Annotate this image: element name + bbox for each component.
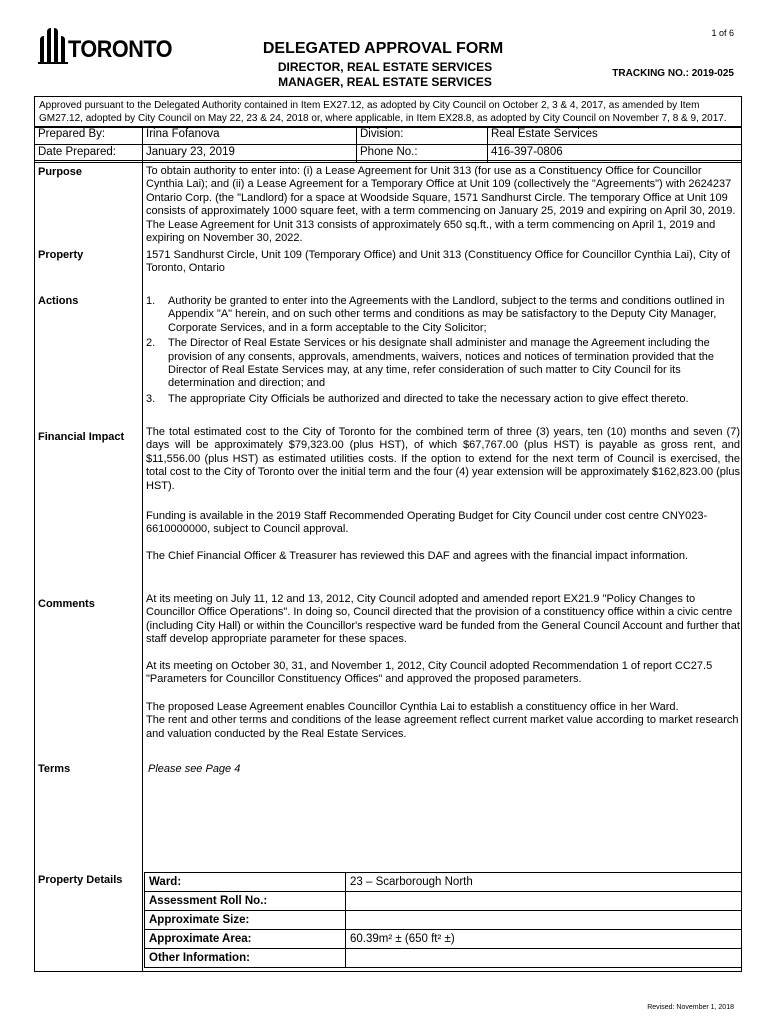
property-label: Property xyxy=(38,249,84,261)
actions-list xyxy=(146,295,740,408)
table-row: Ward: 23 – Scarborough North xyxy=(145,873,742,892)
action-item: 1. Authority be granted to enter into the Agreements with the Landlord, subject to the terms and conditions outlined in Appendix "A" herein, and on such other terms and conditions as may be satisfactory to the Deputy City Manager, Corporate Services, and in a form acceptable to the City Solicitor; xyxy=(146,295,725,334)
prepared-by-value: Irina Fofanova xyxy=(143,127,357,145)
form-title: DELEGATED APPROVAL FORM xyxy=(262,40,504,57)
authority-statement: Approved pursuant to the Delegated Authority contained in Item EX27.12, as adopted by City Council on October 2, 3 & 4, 2017, as amended by Item GM27.12, adopted by City Council on May 22, 23 & 24, 2018 or, where applicable, in Item EX28.8, as adopted by City Council on November 7, 8 & 9, 2017. xyxy=(34,96,742,128)
tracking-number: TRACKING NO.: 2019-025 xyxy=(612,68,734,79)
phone-value: 416-397-0806 xyxy=(488,145,742,163)
date-label: Date Prepared: xyxy=(35,145,143,163)
comments-label: Comments xyxy=(38,598,95,610)
terms-text: Please see Page 4 xyxy=(148,763,241,775)
prepared-by-label: Prepared By: xyxy=(35,127,143,145)
revised-date: Revised: November 1, 2018 xyxy=(647,1004,734,1011)
action-item: 3. The appropriate City Officials be authorized and directed to take the necessary action to give effect thereto. xyxy=(146,392,689,405)
phone-label: Phone No.: xyxy=(357,145,488,163)
table-row: Approximate Size: xyxy=(145,911,742,930)
financial-impact-p2: Funding is available in the 2019 Staff Recommended Operating Budget for City Council under cost centre CNY023-6610000000, subject to Council approval. xyxy=(146,510,708,536)
sections-frame xyxy=(34,160,742,972)
page-number: 1 of 6 xyxy=(711,28,734,38)
comments-p2: At its meeting on October 30, 31, and November 1, 2012, City Council adopted Recommendation 1 of report CC27.5 "Parameters for Councillor Constituency Offices" and approved the proposed parameters. xyxy=(146,660,713,686)
actions-label: Actions xyxy=(38,295,79,307)
logo-wordmark: TORONTO xyxy=(68,36,173,63)
property-details-table xyxy=(144,872,742,968)
purpose-label: Purpose xyxy=(38,166,83,178)
label-column-divider xyxy=(142,160,143,972)
division-value: Real Estate Services xyxy=(488,127,742,145)
table-row: Assessment Roll No.: xyxy=(145,892,742,911)
financial-impact-p1: The total estimated cost to the City of Toronto for the combined term of three (3) years, ten (10) months and seven (7) days will be approximately $79,323.00 (plus HST), of which $67,767.00 (plus HST) is payable as gross rent, and $11,556.00 (plus HST) as estimated utilities costs. If the option to extend for the next term of Council is exercised, the total cost to the City of Toronto over the initial term and the four (4) year extension will be approximately $162,823.00 (plus HST). xyxy=(146,426,740,492)
terms-label: Terms xyxy=(38,763,71,775)
info-table xyxy=(34,126,742,163)
table-row: Approximate Area: 60.39m² ± (650 ft² ±) xyxy=(145,930,742,949)
table-row: Other Information: xyxy=(145,949,742,968)
financial-impact-label: Financial Impact xyxy=(38,431,125,443)
purpose-text: To obtain authority to enter into: (i) a Lease Agreement for Unit 313 (for use as a Constituency Office for Councillor Cynthia Lai); and (ii) a Lease Agreement for a Temporary Office at Unit 109 (collectively the "Agreements") with 2624237 Ontario Corp. (the "Landlord) for a space at Woodside Square, 1571 Sandhurst Circle. The temporary Office at Unit 109 consists of approximately 1000 square feet, with a term commencing on January 25, 2019 and expiring on April 30, 2019. The Lease Agreement for Unit 313 consists of approximately 650 sq.ft., with a term commencing on April 1, 2019 and expiring on November 30, 2022. xyxy=(146,165,736,245)
date-value: January 23, 2019 xyxy=(143,145,357,163)
form-subtitle: DIRECTOR, REAL ESTATE SERVICES MANAGER, REAL ESTATE SERVICES xyxy=(277,60,493,89)
property-details-label: Property Details xyxy=(38,874,123,886)
comments-p1: At its meeting on July 11, 12 and 13, 2012, City Council adopted and amended report EX21.9 "Policy Changes to Councillor Office Operations". In doing so, Council directed that the provision of a constituency office within a civic centre (including City Hall) or within the Councillor's respective ward be funded from the General Council Account and further that staff develop appropriate parameter for these spaces. xyxy=(146,593,740,646)
division-label: Division: xyxy=(357,127,488,145)
financial-impact-p3: The Chief Financial Officer & Treasurer has reviewed this DAF and agrees with the financial impact information. xyxy=(146,550,689,562)
property-text: 1571 Sandhurst Circle, Unit 109 (Temporary Office) and Unit 313 (Constituency Office for Councillor Cynthia Lai), City of Toronto, Ontario xyxy=(146,249,731,275)
action-item: 2. The Director of Real Estate Services or his designate shall administer and manage the Agreement including the provision of any consents, approvals, amendments, waivers, notices and notices of termination provided that the Director of Real Estate Services may, at any time, refer consideration of such matter to City Council for its determination and direction; and xyxy=(146,337,715,390)
comments-p3: The proposed Lease Agreement enables Councillor Cynthia Lai to establish a constituency office in her Ward. The rent and other terms and conditions of the lease agreement reflect current market value according to market research and valuation conducted by the Real Estate Services. xyxy=(146,701,739,740)
